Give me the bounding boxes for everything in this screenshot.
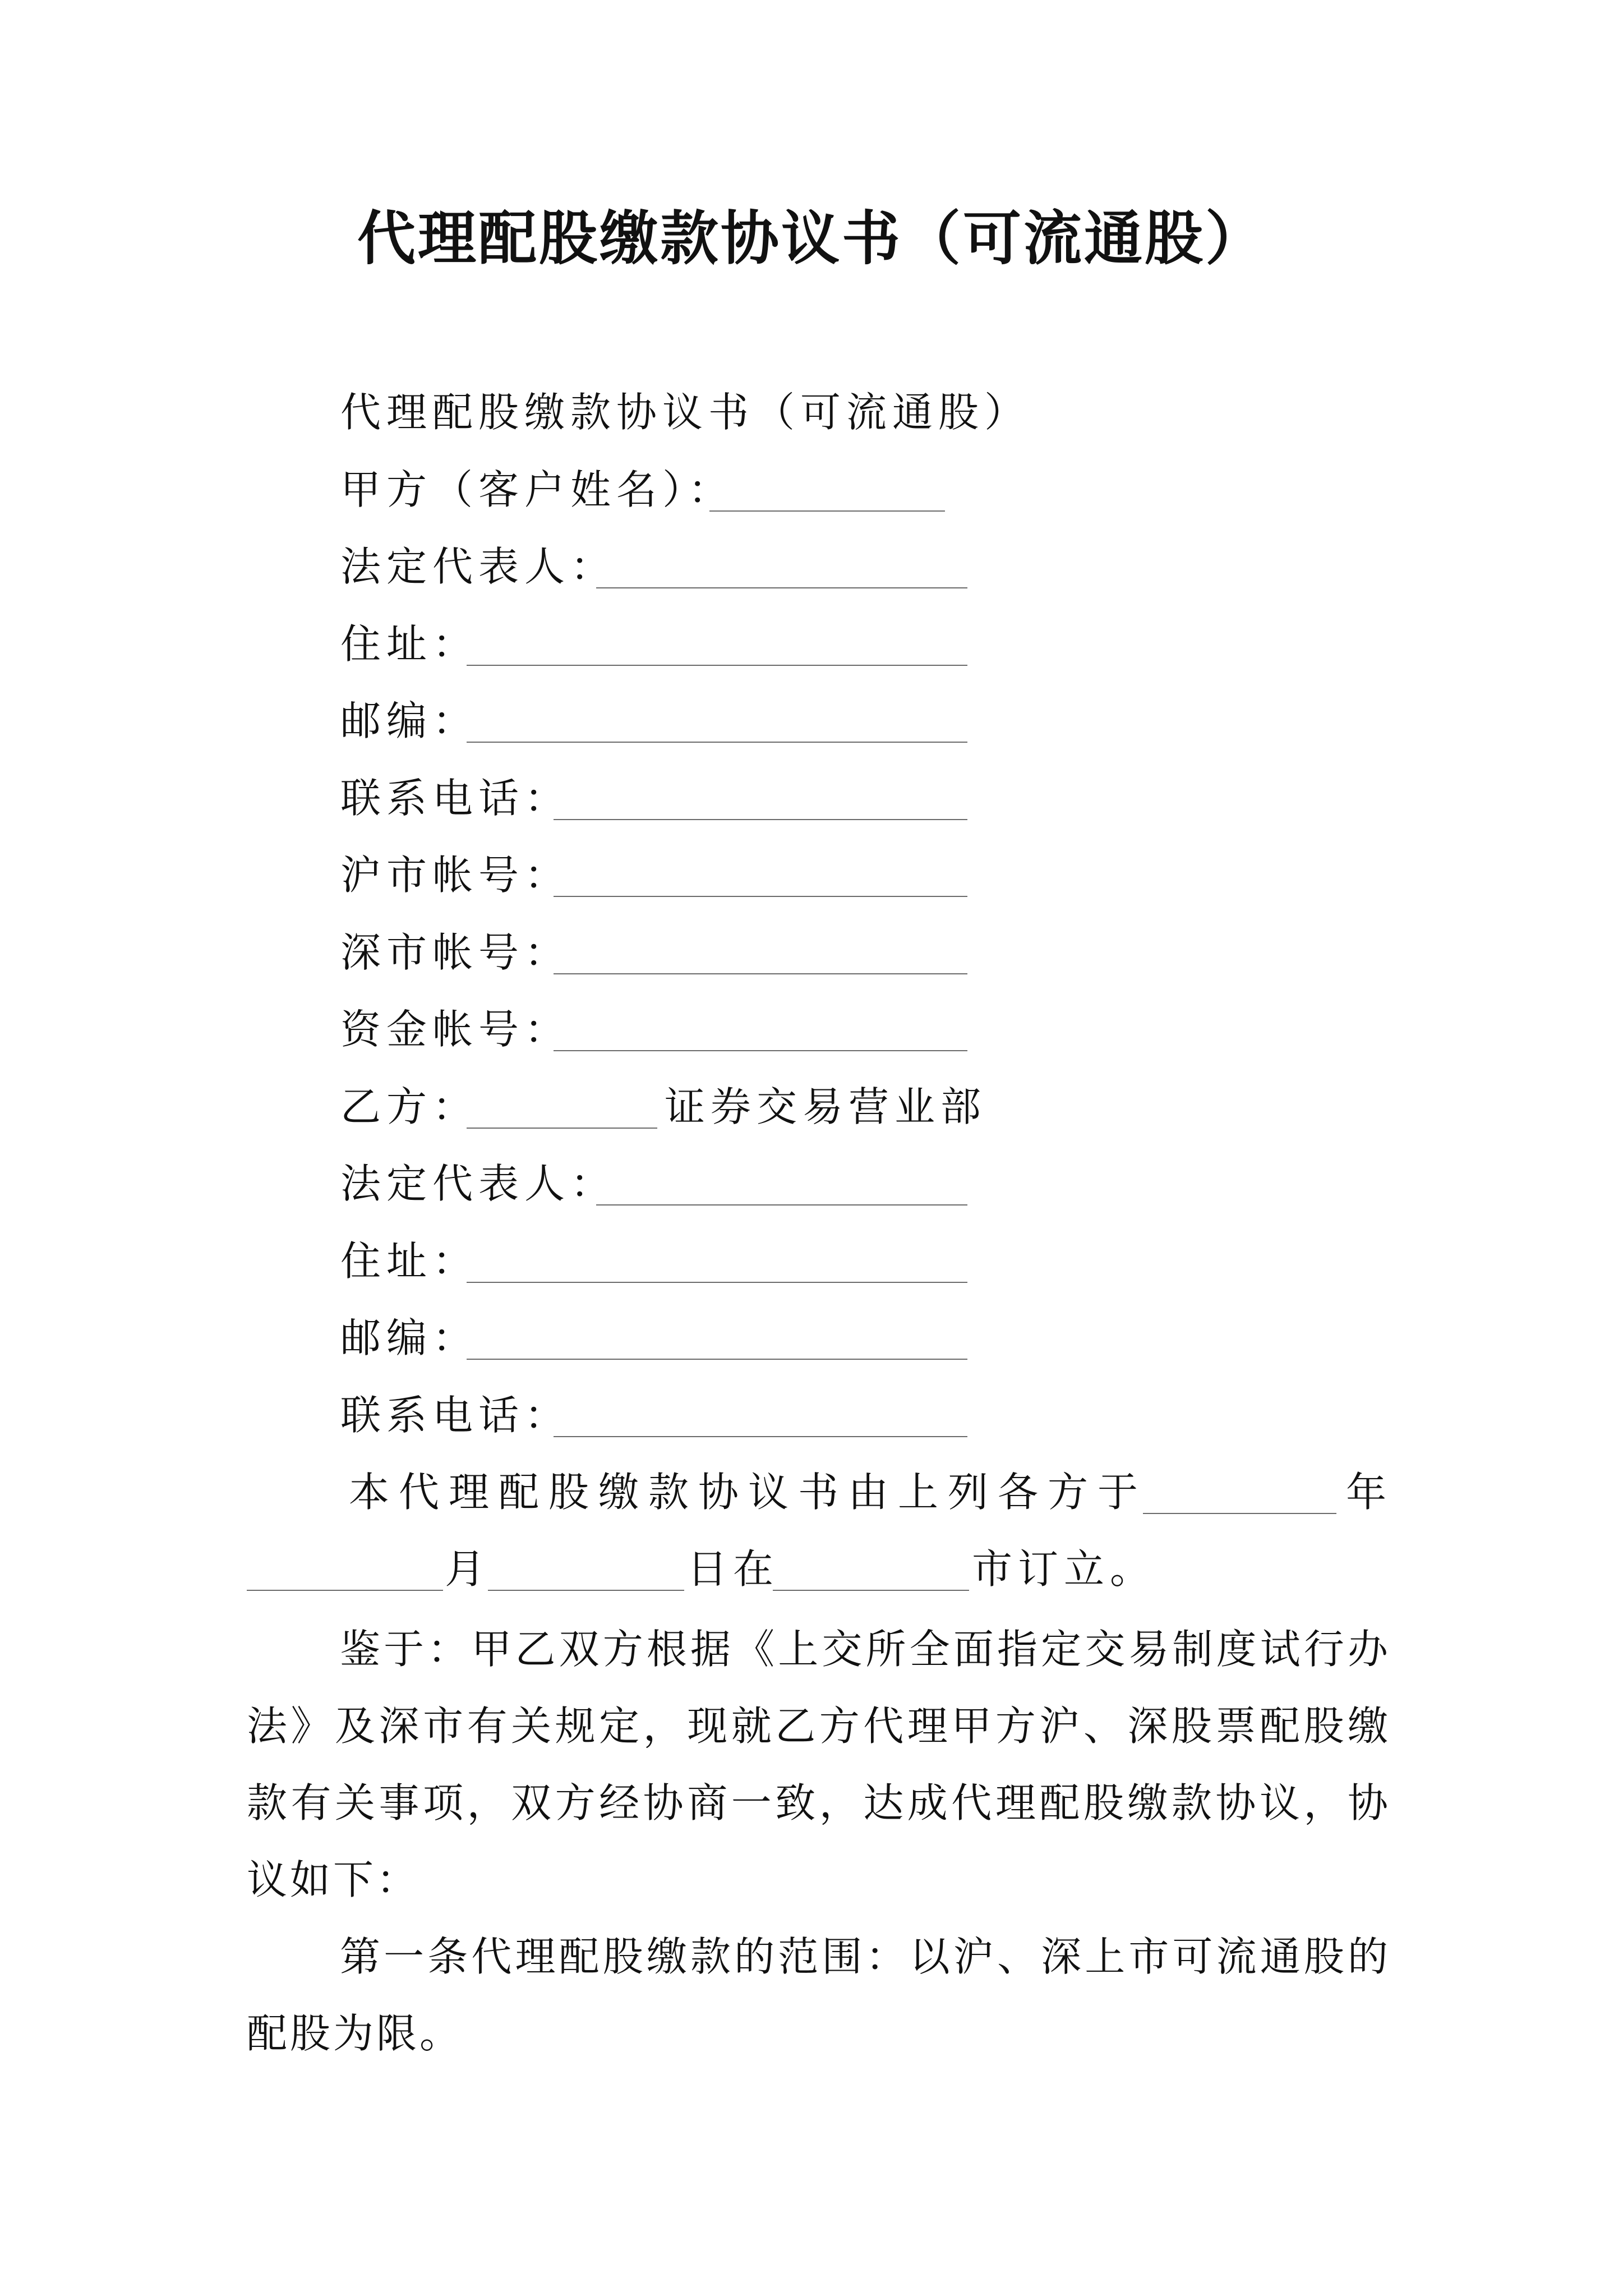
signing-year-blank[interactable]: [1143, 1513, 1336, 1514]
party-a-address-label: 住址：: [340, 620, 479, 668]
party-a-phone-blank[interactable]: [554, 819, 967, 820]
party-a-name-label: 甲方（客户姓名）：: [340, 466, 735, 513]
party-a-rep-label: 法定代表人：: [340, 543, 617, 590]
party-b-phone-label: 联系电话：: [340, 1392, 571, 1439]
party-a-sz-account-blank[interactable]: [554, 973, 967, 974]
party-a-rep-blank[interactable]: [596, 587, 967, 588]
signing-year: 年: [1346, 1469, 1393, 1516]
party-a-phone-label: 联系电话：: [340, 775, 571, 822]
signing-day-blank[interactable]: [488, 1590, 684, 1591]
party-a-name-blank[interactable]: [709, 510, 945, 512]
article-1-paragraph: 第一条代理配股缴款的范围：以沪、深上市可流通股的配股为限。: [247, 1933, 1391, 2057]
party-b-address-label: 住址：: [340, 1237, 479, 1285]
party-a-fund-account-blank[interactable]: [554, 1050, 967, 1051]
party-a-sz-account-label: 深市帐号：: [340, 929, 571, 976]
signing-month: 月: [445, 1545, 491, 1593]
party-a-fund-account-label: 资金帐号：: [340, 1006, 571, 1053]
party-a-postcode-blank[interactable]: [467, 742, 967, 743]
signing-intro: 本代理配股缴款协议书由上列各方于: [349, 1469, 1148, 1516]
signing-city-end: 市订立。: [972, 1545, 1156, 1593]
party-b-name-blank[interactable]: [467, 1128, 657, 1129]
signing-day-at: 日在: [687, 1545, 780, 1593]
whereas-paragraph: 鉴于：甲乙双方根据《上交所全面指定交易制度试行办法》及深市有关规定，现就乙方代理甲方沪、深股票配股缴款有关事项，双方经协商一致，达成代理配股缴款协议，协议如下：: [247, 1626, 1391, 1903]
party-a-sh-account-blank[interactable]: [554, 896, 967, 897]
party-b-address-blank[interactable]: [467, 1282, 967, 1283]
signing-city-blank[interactable]: [773, 1590, 969, 1591]
party-b-postcode-label: 邮编：: [340, 1314, 479, 1361]
party-a-postcode-label: 邮编：: [340, 697, 479, 744]
document-title: 代理配股缴款协议书（可流通股）: [357, 204, 1266, 273]
party-b-rep-blank[interactable]: [596, 1204, 967, 1205]
party-a-address-blank[interactable]: [467, 665, 967, 666]
party-a-sh-account-label: 沪市帐号：: [340, 852, 571, 899]
document-subtitle: 代理配股缴款协议书（可流通股）: [340, 389, 1031, 436]
party-b-phone-blank[interactable]: [554, 1436, 967, 1437]
party-b-postcode-blank[interactable]: [467, 1359, 967, 1360]
signing-month-blank[interactable]: [247, 1590, 443, 1591]
party-b-name-label: 乙方：: [340, 1083, 479, 1130]
party-b-rep-label: 法定代表人：: [340, 1160, 617, 1207]
party-b-name-suffix: 证券交易营业部: [665, 1083, 987, 1130]
